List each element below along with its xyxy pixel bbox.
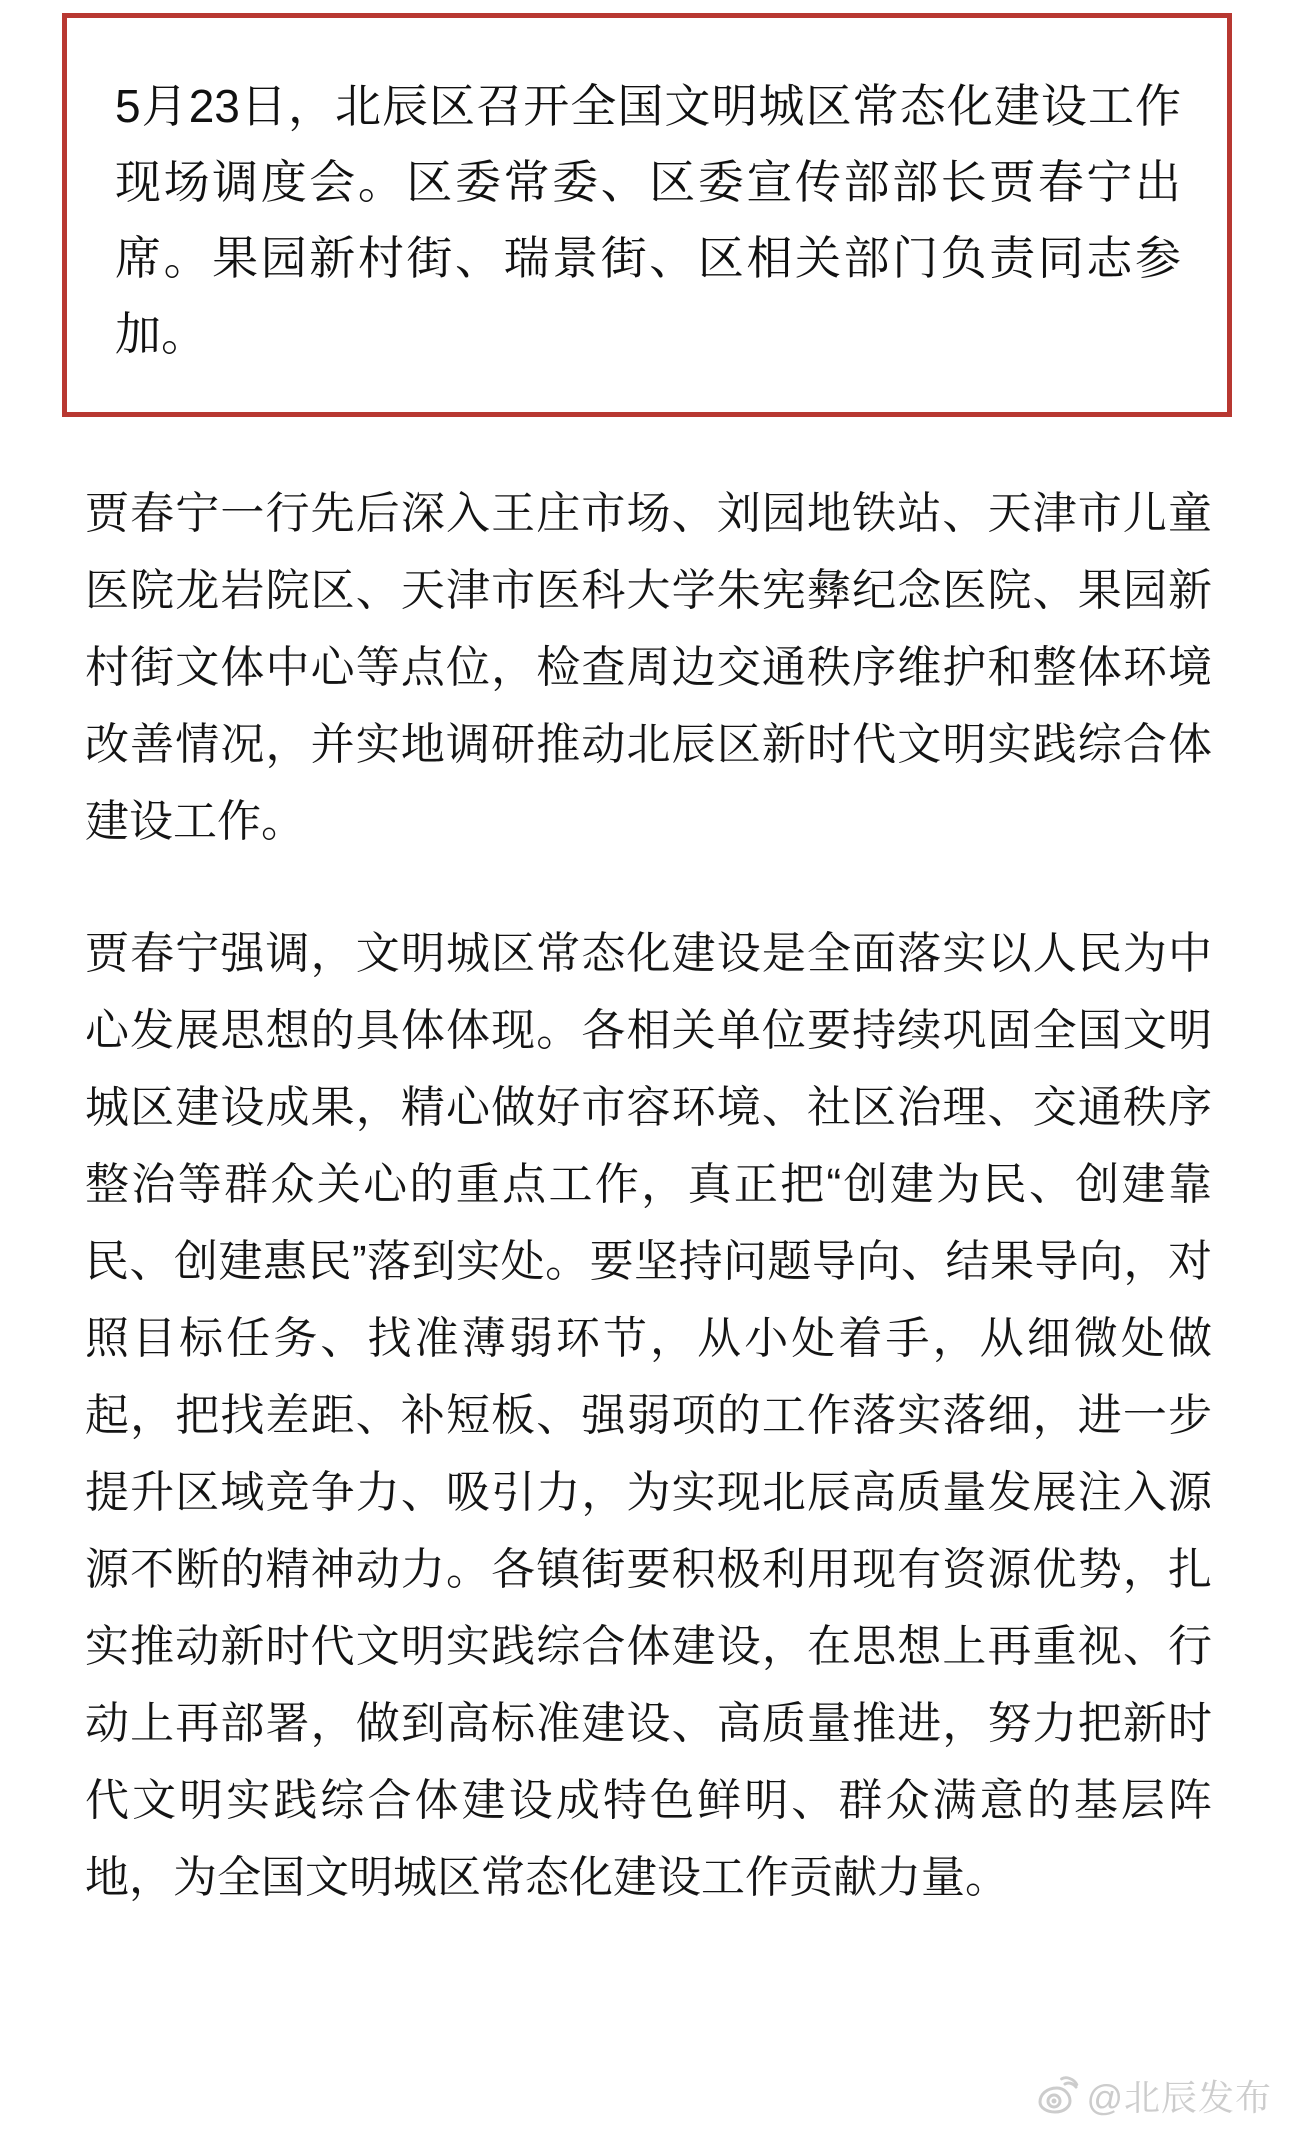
watermark [1036,2070,1272,2121]
paragraph: 贾春宁强调，文明城区常态化建设是全面落实以人民为中心发展思想的具体体现。各相关单位要持续巩固全国文明城区建设成果，精心做好市容环境、社区治理、交通秩序整治等群众关心的重点工作，真正把“创建为民、创建靠民、创建惠民”落到实处。要坚持问题导向、结果导向，对照目标任务、找准薄弱环节，从小处着手，从细微处做起，把找差距、补短板、强弱项的工作落实落细，进一步提升区域竞争力、吸引力，为实现北辰高质量发展注入源源不断的精神动力。各镇街要积极利用现有资源优势，扎实推动新时代文明实践综合体建设，在思想上再重视、行动上再部署，做到高标准建设、高质量推进，努力把新时代文明实践综合体建设成特色鲜明、群众满意的基层阵地，为全国文明城区常态化建设工作贡献力量。 [85,929,1212,1902]
highlight-box [62,13,1232,417]
article-body [85,475,1212,1916]
watermark-handle: @北辰发布 [1086,2077,1272,2118]
highlight-box-text: 5月23日，北辰区召开全国文明城区常态化建设工作现场调度会。区委常委、区委宣传部部长贾春宁出席。果园新村街、瑞景街、区相关部门负责同志参加。 [115,80,1181,360]
paragraph: 贾春宁一行先后深入王庄市场、刘园地铁站、天津市儿童医院龙岩院区、天津市医科大学朱宪彝纪念医院、果园新村街文体中心等点位，检查周边交通秩序维护和整体环境改善情况，并实地调研推动北辰区新时代文明实践综合体建设工作。 [85,489,1212,846]
weibo-icon [1036,2076,1080,2116]
